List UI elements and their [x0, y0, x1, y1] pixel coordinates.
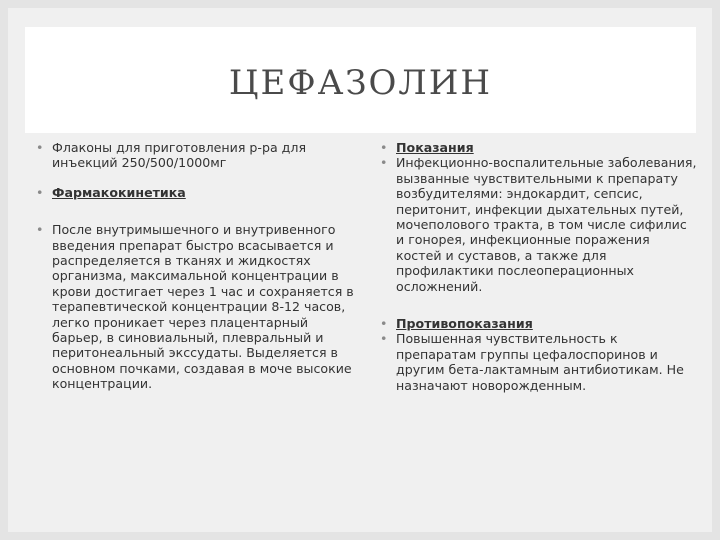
bullet-indications-heading — [378, 140, 698, 155]
bullet-contraindications-heading — [378, 316, 698, 331]
bullet-vials: • Флаконы для приготовления р-ра для инъекций 250/500/1000мг — [34, 140, 354, 171]
indications-label: Показания — [396, 140, 474, 155]
title-box — [25, 27, 696, 133]
right-column — [378, 140, 698, 393]
bullet-pharmacokinetics-text: • После внутримышечного и внутривенного введения препарат быстро всасывается и распределяется в тканях и жидкостях организма, максимальной концентрации в крови достигает через 1 час и сохраняется в терапевтической концентрации 8-12 часов, легко проникает через плацентарный барьер, в синовиальный, плевральный и перитонеальный экссудаты. Выделяется в основном почками, создавая в моче высокие концентрации. — [34, 222, 354, 391]
bullet-contraindications-text: • Повышенная чувствительность к препаратам группы цефалоспоринов и другим бета-лактамным антибиотикам. Не назначают новорожденным. — [378, 331, 698, 393]
slide — [8, 8, 712, 532]
pharmacokinetics-label: Фармакокинетика — [52, 184, 186, 200]
bullet-pharmacokinetics-heading — [34, 185, 354, 200]
left-column — [34, 140, 354, 392]
slide-title: ЦЕФАЗОЛИН — [228, 63, 493, 103]
bullet-indications-text: • Инфекционно-воспалительные заболевания, вызванные чувствительными к препарату возбудителями: эндокардит, сепсис, перитонит, инфекции дыхательных путей, мочеполового тракта, в том числе сифилис и гонорея, инфекционные поражения костей и суставов, а также для профилактики послеоперационных осложнений. — [378, 155, 698, 294]
contraindications-label: Противопоказания — [396, 316, 533, 332]
